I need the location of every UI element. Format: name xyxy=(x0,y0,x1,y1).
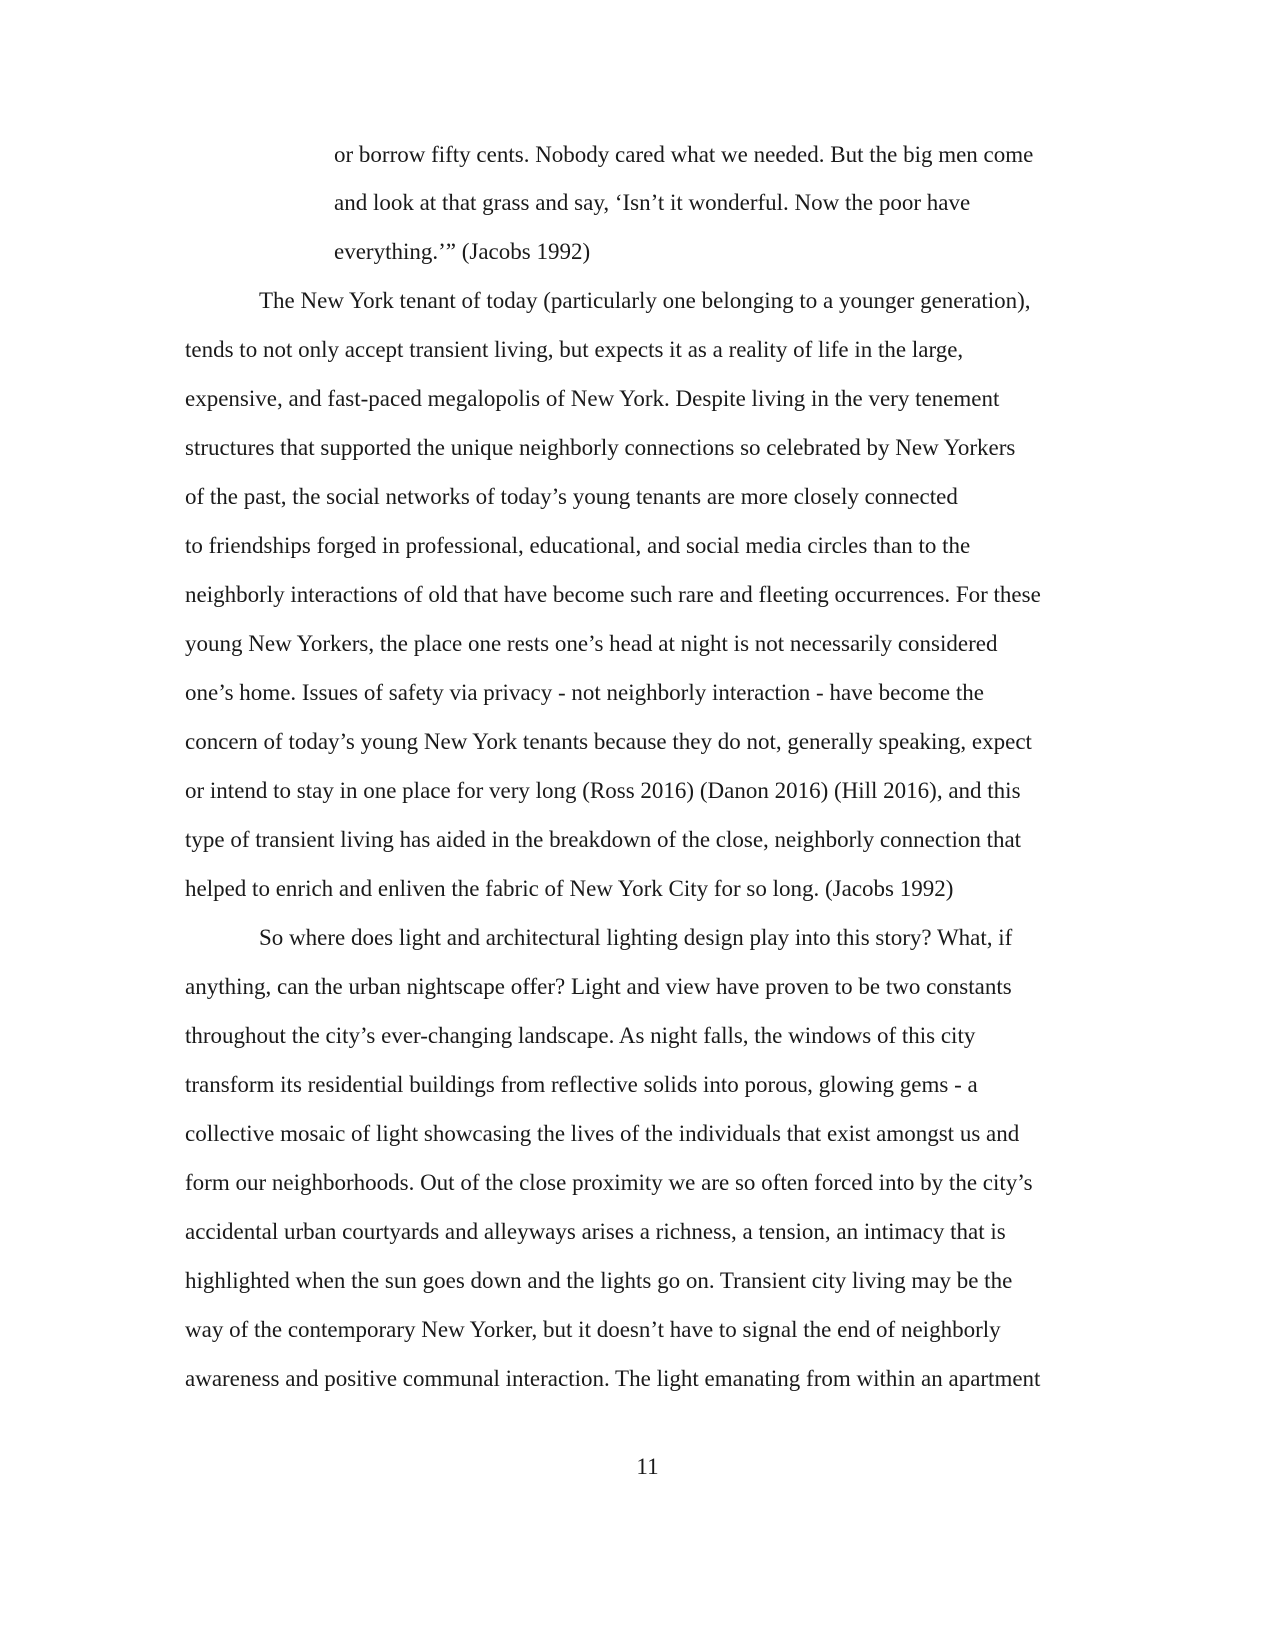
paragraph-line: type of transient living has aided in the breakdown of the close, neighborly connection that xyxy=(185,827,1022,852)
paragraph-line: helped to enrich and enliven the fabric of New York City for so long. (Jacobs 1992) xyxy=(185,876,954,901)
block-quote-line: and look at that grass and say, ‘Isn’t it wonderful. Now the poor have xyxy=(334,190,971,215)
paragraph-line: to friendships forged in professional, educational, and social media circles than to the xyxy=(185,533,971,558)
paragraph-line: awareness and positive communal interaction. The light emanating from within an apartment xyxy=(185,1366,1041,1391)
page-number: 11 xyxy=(636,1454,659,1479)
paragraph-line: So where does light and architectural lighting design play into this story? What, if xyxy=(259,925,1013,950)
paragraph-line: tends to not only accept transient living, but expects it as a reality of life in the large, xyxy=(185,337,964,362)
block-quote-line: everything.’” (Jacobs 1992) xyxy=(334,239,591,264)
paragraph-line: expensive, and fast-paced megalopolis of New York. Despite living in the very tenement xyxy=(185,386,1000,411)
paragraph-line: anything, can the urban nightscape offer? Light and view have proven to be two constants xyxy=(185,974,1012,999)
paragraph-line: throughout the city’s ever-changing landscape. As night falls, the windows of this city xyxy=(185,1023,976,1048)
paragraph-line: accidental urban courtyards and alleyways arises a richness, a tension, an intimacy that is xyxy=(185,1219,1006,1244)
paragraph-line: young New Yorkers, the place one rests one’s head at night is not necessarily considered xyxy=(185,631,998,656)
paragraph-line: of the past, the social networks of today’s young tenants are more closely connected xyxy=(185,484,958,509)
paragraph-line: neighborly interactions of old that have become such rare and fleeting occurrences. For these xyxy=(185,582,1041,607)
paragraph-line: one’s home. Issues of safety via privacy - not neighborly interaction - have become the xyxy=(185,680,984,705)
paragraph-line: structures that supported the unique neighborly connections so celebrated by New Yorkers xyxy=(185,435,1016,460)
paragraph-line: The New York tenant of today (particularly one belonging to a younger generation), xyxy=(259,288,1031,313)
paragraph-line: way of the contemporary New Yorker, but it doesn’t have to signal the end of neighborly xyxy=(185,1317,1001,1342)
paragraph-line: collective mosaic of light showcasing the lives of the individuals that exist amongst us and xyxy=(185,1121,1020,1146)
block-quote-line: or borrow fifty cents. Nobody cared what we needed. But the big men come xyxy=(334,142,1034,167)
paragraph-line: transform its residential buildings from reflective solids into porous, glowing gems - a xyxy=(185,1072,978,1097)
paragraph-line: concern of today’s young New York tenants because they do not, generally speaking, expect xyxy=(185,729,1032,754)
paragraph-line: highlighted when the sun goes down and the lights go on. Transient city living may be the xyxy=(185,1268,1013,1293)
paragraph-line: form our neighborhoods. Out of the close proximity we are so often forced into by the city’s xyxy=(185,1170,1033,1195)
paragraph-line: or intend to stay in one place for very long (Ross 2016) (Danon 2016) (Hill 2016), and this xyxy=(185,778,1021,803)
